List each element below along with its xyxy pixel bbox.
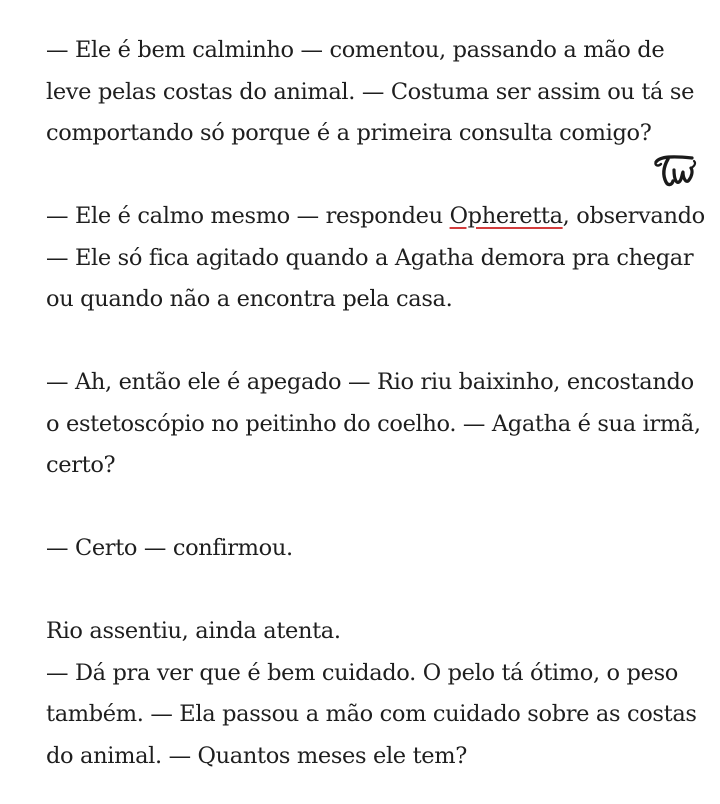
text-line: — Ele é bem calminho — comentou, passando a mão de — [46, 37, 665, 63]
text-line: do animal. — Quantos meses ele tem? — [46, 742, 467, 769]
paragraph-1 — [46, 30, 706, 155]
text-line: certo? — [46, 452, 116, 478]
text-line — [46, 196, 706, 238]
paragraph-4 — [46, 528, 706, 570]
text-segment: , observando — [562, 203, 705, 229]
text-line: Rio assentiu, ainda atenta. — [46, 618, 341, 644]
text-line: também. — Ela passou a mão com cuidado sobre as costas — [46, 701, 697, 727]
text-line: comportando só porque é a primeira consulta comigo? — [46, 120, 652, 146]
underlined-name[interactable]: Opheretta — [449, 203, 563, 229]
text-line: — Ah, então ele é apegado — Rio riu baixinho, encostando — [46, 369, 694, 395]
text-line: — Dá pra ver que é bem cuidado. O pelo tá ótimo, o peso — [46, 659, 678, 686]
text-line: leve pelas costas do animal. — Costuma ser assim ou tá se — [46, 78, 695, 105]
paragraph-3 — [46, 362, 706, 487]
story-text — [46, 30, 706, 777]
paragraph-2 — [46, 196, 706, 321]
text-line: ou quando não a encontra pela casa. — [46, 286, 453, 312]
paragraph-5 — [46, 611, 706, 777]
text-line: o estetoscópio no peitinho do coelho. — Agatha é sua irmã, — [46, 410, 701, 437]
tw-monogram-logo-icon — [652, 152, 698, 192]
text-line: — Ele só fica agitado quando a Agatha demora pra chegar — [46, 244, 694, 271]
text-segment: — Ele é calmo mesmo — respondeu — [46, 203, 450, 229]
text-line: — Certo — confirmou. — [46, 535, 293, 561]
